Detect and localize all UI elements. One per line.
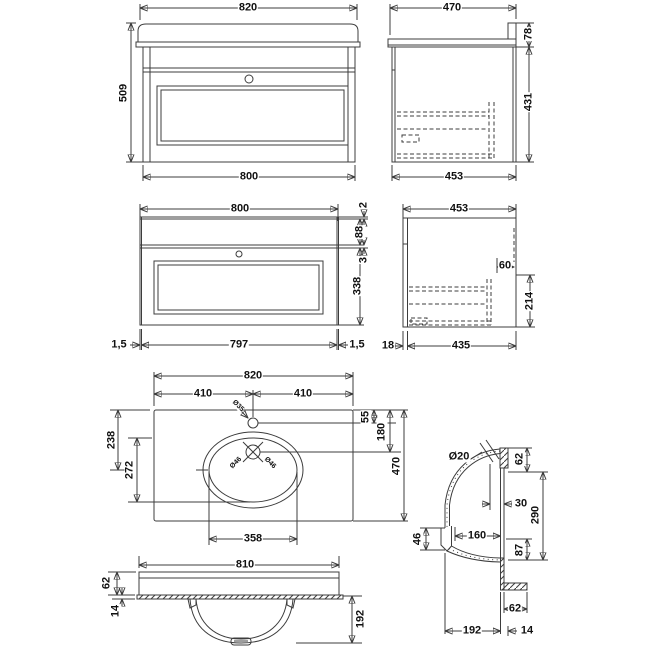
dim-cabfront-lip: 2 <box>357 201 370 209</box>
dim-plan-bowl-centre: 238 <box>105 430 118 450</box>
dim-basinfront-bowl-depth: 192 <box>354 609 367 629</box>
view-basin-plan <box>110 369 408 545</box>
view-cabinet-side <box>394 204 535 350</box>
dim-section-bowl-inner-depth: 160 <box>467 529 487 542</box>
dim-cabside-depth-bottom: 435 <box>451 339 471 352</box>
dim-plan-waste-dia-left: Ø46 <box>228 455 244 471</box>
dim-cabside-depth-top: 453 <box>449 202 469 215</box>
dim-plan-width: 820 <box>243 369 263 382</box>
dim-section-foot-depth: 62 <box>508 602 522 615</box>
dim-front-height: 509 <box>117 83 130 103</box>
dim-cabfront-width-bottom: 797 <box>229 338 249 351</box>
dim-front-width-bottom: 800 <box>239 170 259 183</box>
dim-section-overflow-dia: Ø20 <box>448 450 470 463</box>
dim-plan-depth: 470 <box>390 456 403 476</box>
dim-cabside-rail-inset: 60 <box>498 259 512 272</box>
dim-section-rim-height: 62 <box>513 452 526 466</box>
dim-cabfront-rail: 88 <box>353 225 366 239</box>
dim-plan-half-right: 410 <box>293 387 313 400</box>
dim-section-front-lip: 46 <box>411 532 424 546</box>
dim-cabfront-drawer: 338 <box>351 276 364 296</box>
dim-side-depth-top: 470 <box>442 1 462 14</box>
dim-side-cabinet-height: 431 <box>522 92 535 112</box>
dim-side-depth-bottom: 453 <box>444 170 464 183</box>
dim-basinfront-edge: 62 <box>100 576 113 590</box>
dim-cabfront-gap: 3 <box>357 256 370 264</box>
view-front-elevation <box>126 1 360 181</box>
dim-cabfront-reveal-right: 1,5 <box>349 338 365 351</box>
dim-plan-bowl-length: 272 <box>123 460 136 480</box>
dim-plan-bowl-width: 358 <box>243 532 263 545</box>
dim-basinfront-width: 810 <box>235 558 255 571</box>
dim-basinfront-lip: 14 <box>109 604 122 618</box>
view-side-elevation <box>388 1 534 181</box>
dim-cabside-panel: 18 <box>381 339 395 352</box>
dim-plan-half-left: 410 <box>193 387 213 400</box>
dim-section-projection: 192 <box>462 624 482 637</box>
dim-cabside-drawer-side: 214 <box>523 291 536 311</box>
dim-section-bowl-lower: 87 <box>513 543 526 557</box>
dim-section-overflow-offset: 30 <box>514 497 528 510</box>
dim-cabfront-width-top: 800 <box>230 202 250 215</box>
dim-section-inner-depth: 290 <box>529 505 542 525</box>
dim-cabfront-reveal-left: 1,5 <box>111 338 127 351</box>
dim-front-width-top: 820 <box>238 1 258 14</box>
dim-section-wall: 14 <box>520 624 534 637</box>
dim-side-worktop-height: 78 <box>522 27 535 41</box>
dim-plan-tap-offset: 55 <box>359 410 372 424</box>
dim-plan-tap-dia: Ø35 <box>230 398 246 414</box>
dim-plan-waste-offset: 180 <box>375 422 388 442</box>
view-cabinet-front <box>130 204 368 350</box>
dim-plan-waste-dia-right: Ø46 <box>262 455 278 471</box>
